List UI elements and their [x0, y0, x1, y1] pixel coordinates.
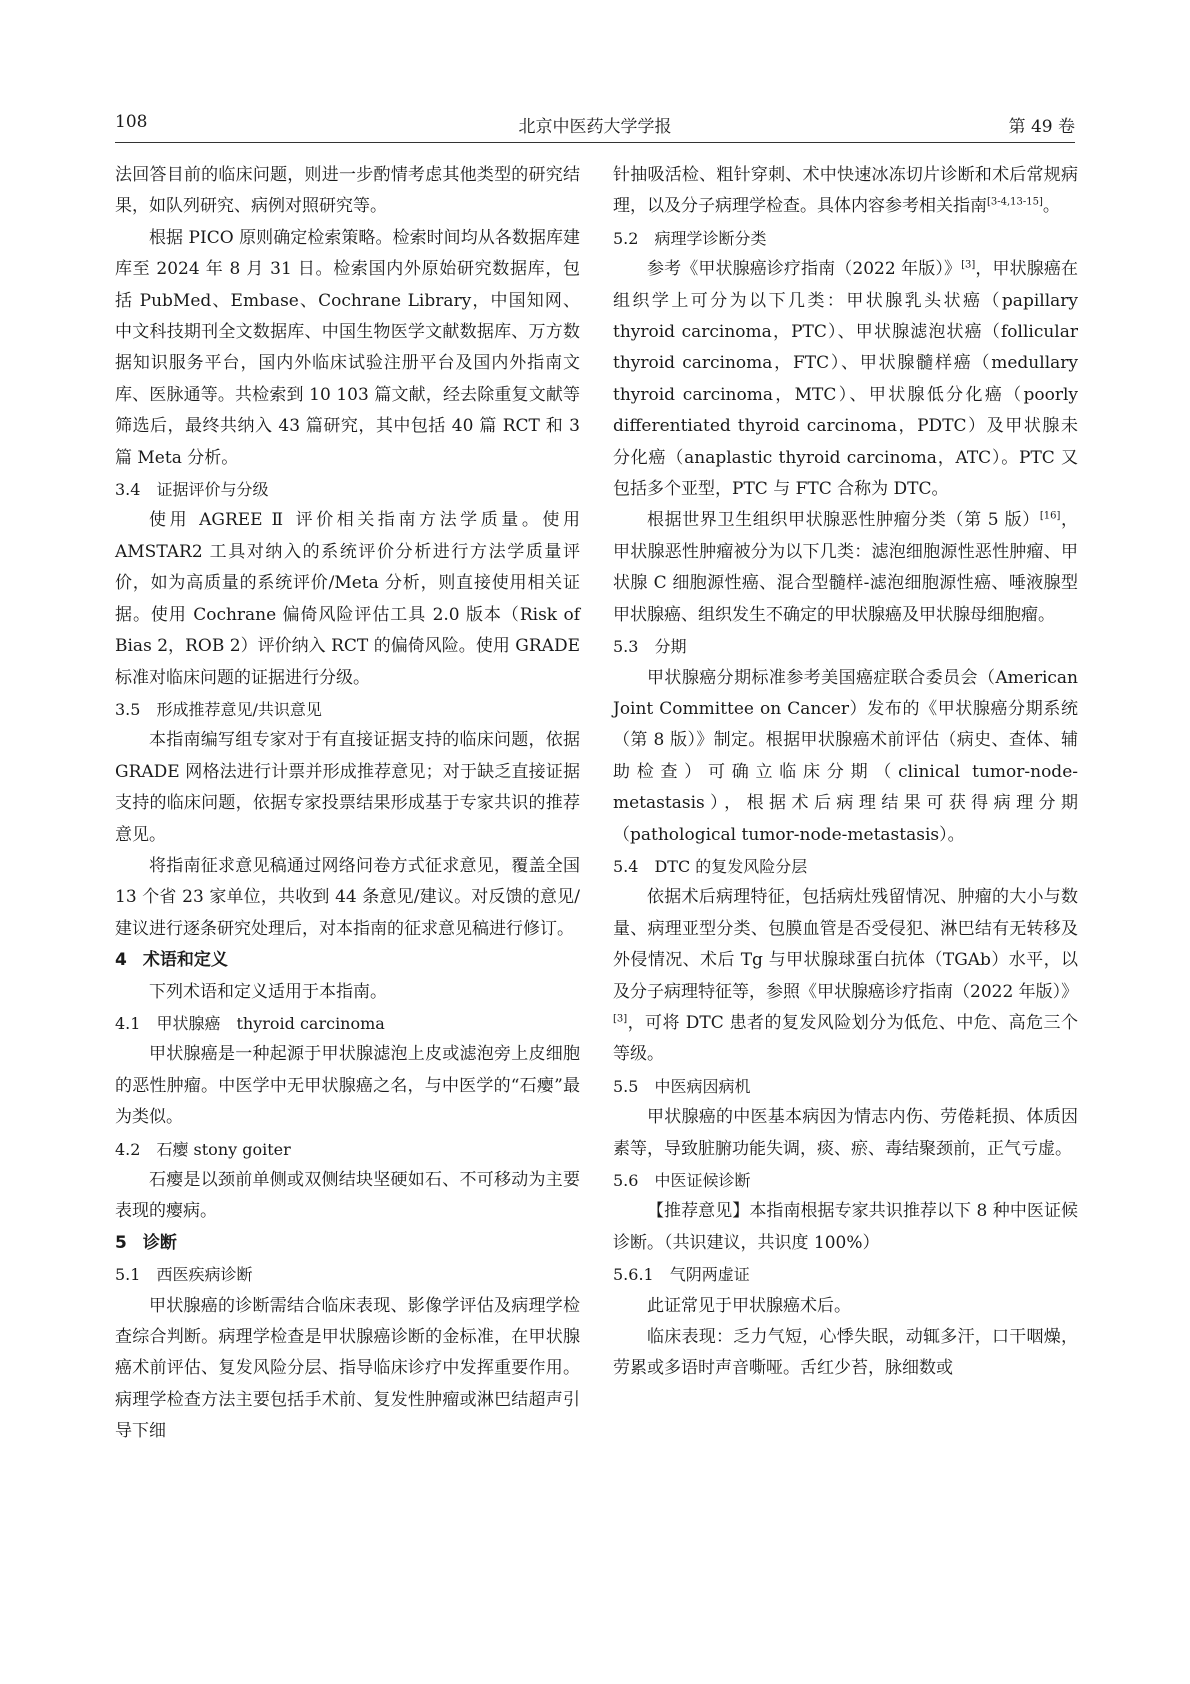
citation-ref: [16] — [1039, 510, 1061, 522]
subsection-heading — [613, 1071, 1078, 1102]
subsection-heading — [613, 1165, 1078, 1196]
subsection-heading — [115, 474, 580, 505]
paragraph: 根据 PICO 原则确定检索策略。检索时间均从各数据库建库至 2024 年 8 月 31 日。检索国内外原始研究数据库，包括 PubMed、Embase、Cochrane Library，中国知网、中文科技期刊全文数据库、中国生物医学文献数据库、万方数据知识服务平台，国内外临床试验注册平台及国内外指南文库、医脉通等。共检索到 10 103 篇文献，经去除重复文献等筛选后，最终共纳入 43 篇研究，其中包括 40 篇 RCT 和 3 篇 Meta 分析。 — [115, 227, 580, 468]
section-heading — [115, 945, 580, 976]
section-number: 5.5 — [613, 1076, 639, 1096]
subsection-heading — [613, 223, 1078, 254]
section-title: 诊断 — [142, 1232, 177, 1253]
section-title: 中医证候诊断 — [654, 1171, 751, 1190]
subsection-heading — [115, 694, 580, 725]
citation-ref: [3-4,13-15] — [987, 196, 1043, 208]
text-run: 根据世界卫生组织甲状腺恶性肿瘤分类（第 5 版） — [647, 510, 1040, 531]
paragraph — [613, 882, 1078, 1070]
volume-label: 第 49 卷 — [1008, 117, 1075, 137]
section-number: 5.2 — [613, 228, 639, 248]
left-column — [115, 160, 580, 1448]
paragraph — [613, 505, 1078, 631]
section-title: 形成推荐意见/共识意见 — [156, 699, 322, 719]
text-run: 依据术后病理特征，包括病灶残留情况、肿瘤的大小与数量、病理亚型分类、包膜血管是否受侵犯、淋巴结有无转移及外侵情况、术后 Tg 与甲状腺球蛋白抗体（TGAb）水平，以及分子病理特征等，参照《甲状腺癌诊疗指南（2022 年版）》 — [613, 887, 1079, 1002]
paragraph: 将指南征求意见稿通过网络问卷方式征求意见，覆盖全国 13 个省 23 家单位，共收到 44 条意见/建议。对反馈的意见/建议进行逐条研究处理后，对本指南的征求意见稿进行修订。 — [115, 855, 580, 939]
page-number: 108 — [115, 112, 148, 132]
paragraph — [613, 254, 1078, 505]
section-number: 5.4 — [613, 856, 639, 876]
paragraph: 使用 AGREE Ⅱ 评价相关指南方法学质量。使用 AMSTAR2 工具对纳入的系统评价分析进行方法学质量评价，如为高质量的系统评价/Meta 分析，则直接使用相关证据。使用 Cochrane 偏倚风险评估工具 2.0 版本（Risk of Bias 2，ROB 2）评价纳入 RCT 的偏倚风险。使用 GRADE 标准对临床问题的证据进行分级。 — [115, 510, 580, 688]
section-title: 甲状腺癌 thyroid carcinoma — [156, 1013, 385, 1033]
subsection-heading — [115, 1008, 580, 1039]
subsection-heading — [115, 1259, 580, 1290]
paragraph: 甲状腺癌分期标准参考美国癌症联合委员会（American Joint Committee on Cancer）发布的《甲状腺癌分期系统（第 8 版）》制定。根据甲状腺癌术前评估（病史、查体、辅助检查）可确立临床分期（clinical tumor-node-metastasis），根据术后病理结果可获得病理分期（pathological tumor-node-metastasis）。 — [613, 667, 1078, 845]
section-number: 5 — [115, 1232, 127, 1253]
section-heading — [115, 1228, 580, 1259]
running-header — [115, 108, 1075, 143]
section-title: DTC 的复发风险分层 — [654, 856, 808, 876]
section-number: 3.5 — [115, 699, 141, 719]
text-run: 。 — [1042, 196, 1060, 217]
text-run: 针抽吸活检、粗针穿刺、术中快速冰冻切片诊断和术后常规病理，以及分子病理学检查。具体内容参考相关指南 — [613, 165, 1078, 217]
citation-ref: [3] — [613, 1013, 628, 1025]
paragraph: 甲状腺癌是一种起源于甲状腺滤泡上皮或滤泡旁上皮细胞的恶性肿瘤。中医学中无甲状腺癌之名，与中医学的“石瘿”最为类似。 — [115, 1044, 580, 1128]
section-number: 3.4 — [115, 480, 141, 500]
paragraph: 临床表现：乏力气短，心悸失眠，动辄多汗，口干咽燥，劳累或多语时声音嘶哑。舌红少苔，脉细数或 — [613, 1327, 1078, 1379]
text-run: ，甲状腺癌在组织学上可分为以下几类：甲状腺乳头状癌（papillary thyroid carcinoma，PTC）、甲状腺滤泡状癌（follicular thyroid carcinoma，FTC）、甲状腺髓样癌（medullary thyroid carcinoma，MTC）、甲状腺低分化癌（poorly differentiated thyroid carcinoma，PDTC）及甲状腺未分化癌（anaplastic thyroid carcinoma，ATC）。PTC 又包括多个亚型，PTC 与 FTC 合称为 DTC。 — [613, 259, 1079, 500]
section-title: 西医疾病诊断 — [156, 1265, 253, 1285]
text-run: 参考《甲状腺癌诊疗指南（2022 年版）》 — [647, 259, 962, 280]
text-run: ，可将 DTC 患者的复发风险划分为低危、中危、高危三个等级。 — [613, 1012, 1078, 1065]
text-run: ，甲状腺恶性肿瘤被分为以下几类：滤泡细胞源性恶性肿瘤、甲状腺 C 细胞源性癌、混合型髓样-滤泡细胞源性癌、唾液腺型甲状腺癌、组织发生不确定的甲状腺癌及甲状腺母细胞瘤。 — [613, 510, 1079, 625]
paragraph: 本指南编写组专家对于有直接证据支持的临床问题，依据 GRADE 网格法进行计票并形成推荐意见；对于缺乏直接证据支持的临床问题，依据专家投票结果形成基于专家共识的推荐意见。 — [115, 730, 580, 845]
paragraph: 石瘿是以颈前单侧或双侧结块坚硬如石、不可移动为主要表现的瘿病。 — [115, 1170, 580, 1222]
section-number: 5.6.1 — [613, 1265, 654, 1285]
section-number: 5.6 — [613, 1171, 639, 1190]
section-number: 5.1 — [115, 1265, 141, 1285]
section-title: 石瘿 stony goiter — [156, 1139, 291, 1159]
paragraph: 此证常见于甲状腺癌术后。 — [647, 1295, 851, 1316]
right-column — [613, 160, 1078, 1385]
journal-title: 北京中医药大学学报 — [518, 117, 672, 137]
subsection-heading — [613, 1259, 1078, 1290]
section-number: 5.3 — [613, 637, 639, 657]
section-number: 4 — [115, 950, 127, 971]
section-title: 气阴两虚证 — [669, 1265, 750, 1285]
recommendation-paragraph: 【推荐意见】本指南根据专家共识推荐以下 8 种中医证候诊断。（共识建议，共识度 100%） — [613, 1201, 1078, 1253]
section-number: 4.1 — [115, 1013, 141, 1033]
section-number: 4.2 — [115, 1139, 141, 1159]
section-title: 病理学诊断分类 — [654, 228, 767, 248]
section-title: 中医病因病机 — [654, 1076, 751, 1096]
section-title: 证据评价与分级 — [156, 480, 269, 500]
subsection-heading — [613, 851, 1078, 882]
citation-ref: [3] — [961, 259, 976, 271]
subsection-heading — [115, 1134, 580, 1165]
section-title: 术语和定义 — [142, 950, 228, 971]
subsection-heading — [613, 631, 1078, 662]
paragraph: 甲状腺癌的中医基本病因为情志内伤、劳倦耗损、体质因素等，导致脏腑功能失调，痰、瘀、毒结聚颈前，正气亏虚。 — [613, 1107, 1078, 1159]
paragraph: 甲状腺癌的诊断需结合临床表现、影像学评估及病理学检查综合判断。病理学检查是甲状腺癌诊断的金标准，在甲状腺癌术前评估、复发风险分层、指导临床诊疗中发挥重要作用。病理学检查方法主要包括手术前、复发性肿瘤或淋巴结超声引导下细 — [115, 1295, 580, 1442]
section-title: 分期 — [654, 637, 687, 657]
paragraph: 法回答目前的临床问题，则进一步酌情考虑其他类型的研究结果，如队列研究、病例对照研究等。 — [115, 165, 580, 217]
paragraph — [613, 160, 1078, 223]
paragraph: 下列术语和定义适用于本指南。 — [149, 981, 387, 1002]
